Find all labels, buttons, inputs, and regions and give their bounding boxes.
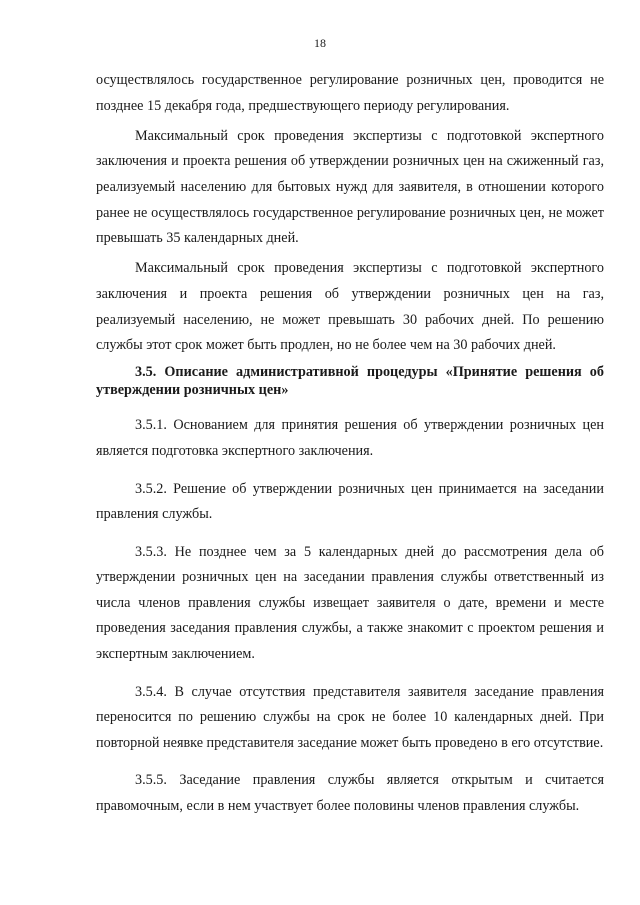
- paragraph-3-5-1: 3.5.1. Основанием для принятия решения об утверждении розничных цен является подготовка экспертного заключения.: [96, 417, 604, 459]
- paragraph-3-5-3: 3.5.3. Не позднее чем за 5 календарных дней до рассмотрения дела об утверждении розничных цен на заседании правления службы ответственный из числа членов правления службы извещает заявителя о дате, времени и месте проведения заседания правления службы, а также знакомит с проектом решения и экспертным заключением.: [96, 543, 604, 663]
- document-body: [96, 68, 604, 832]
- section-heading-3-5: 3.5. Описание административной процедуры «Принятие решения об утверждении розничных цен»: [96, 364, 604, 399]
- paragraph-expertise-30-days: Максимальный срок проведения экспертизы с подготовкой экспертного заключения и проекта решения об утверждении розничных цен на газ, реализуемый населению, не может превышать 30 рабочих дней. По решению службы этот срок может быть продлен, но не более чем на 30 рабочих дней.: [96, 260, 604, 354]
- paragraph-continuation: осуществлялось государственное регулирование розничных цен, проводится не позднее 15 декабря года, предшествующего периоду регулирования.: [96, 72, 604, 114]
- page-number: 18: [314, 36, 326, 50]
- paragraph-expertise-35-days: Максимальный срок проведения экспертизы с подготовкой экспертного заключения и проекта решения об утверждении розничных цен на сжиженный газ, реализуемый населению для бытовых нужд для заявителя, в отношении которого ранее не осуществлялось государственное регулирование розничных цен, не может превышать 35 календарных дней.: [96, 127, 604, 247]
- paragraph-3-5-5: 3.5.5. Заседание правления службы является открытым и считается правомочным, если в нем участвует более половины членов правления службы.: [96, 772, 604, 815]
- paragraph-3-5-2: 3.5.2. Решение об утверждении розничных цен принимается на заседании правления службы.: [96, 480, 604, 523]
- paragraph-3-5-4: 3.5.4. В случае отсутствия представителя заявителя заседание правления переносится по решению службы на срок не более 10 календарных дней. При повторной неявке представителя заседание может быть проведено в его отсутствие.: [96, 683, 604, 751]
